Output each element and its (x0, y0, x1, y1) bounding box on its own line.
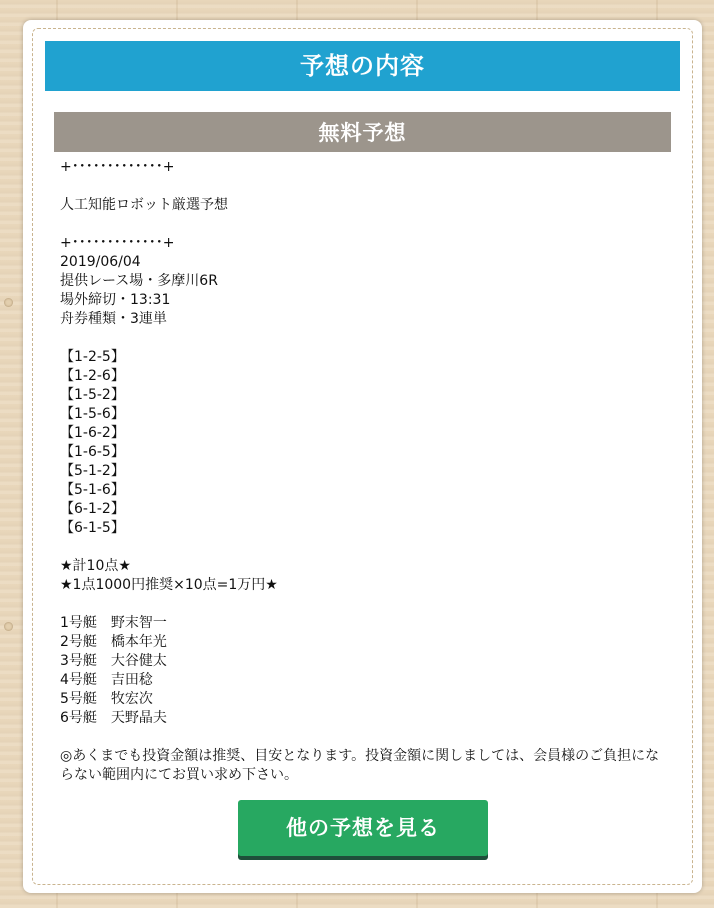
investment-note: ◎あくまでも投資金額は推奨、目安となります。投資金額に関しましては、会員様のご負担にならない範囲内にてお買い求め下さい。 (60, 748, 660, 783)
combination-item: 【1-2-6】 (60, 368, 125, 384)
content-line (60, 177, 672, 196)
racer-item: 4号艇 吉田稔 (60, 672, 153, 688)
content-line (60, 215, 672, 234)
combination-item: 【6-1-5】 (60, 520, 125, 536)
content-line: +･････････････+ (60, 235, 175, 251)
content-line (60, 538, 672, 557)
combination-item: 【5-1-6】 (60, 482, 125, 498)
left-nail-decoration (4, 622, 13, 631)
content-line: +･････････････+ (60, 159, 175, 175)
combination-item: 【5-1-2】 (60, 463, 125, 479)
recommended-amount: ★1点1000円推奨×10点=1万円★ (60, 577, 278, 593)
racer-item: 6号艇 天野晶夫 (60, 710, 167, 726)
combination-item: 【1-6-5】 (60, 444, 125, 460)
racer-item: 3号艇 大谷健太 (60, 653, 167, 669)
total-points: ★計10点★ (60, 558, 131, 574)
view-other-forecasts-button[interactable]: 他の予想を見る (238, 800, 488, 856)
combination-item: 【6-1-2】 (60, 501, 125, 517)
content-line (60, 595, 672, 614)
content-line (60, 329, 672, 348)
forecast-content (60, 158, 672, 785)
race-date: 2019/06/04 (60, 254, 141, 270)
combination-item: 【1-5-6】 (60, 406, 125, 422)
race-deadline: 場外締切・13:31 (60, 292, 171, 308)
race-venue: 提供レース場・多摩川6R (60, 273, 218, 289)
section-title: 無料予想 (54, 112, 671, 152)
combination-item: 【1-2-5】 (60, 349, 125, 365)
combination-item: 【1-5-2】 (60, 387, 125, 403)
racer-item: 5号艇 牧宏次 (60, 691, 153, 707)
left-nail-decoration (4, 298, 13, 307)
ticket-type: 舟券種類・3連単 (60, 311, 167, 327)
content-line (60, 728, 672, 747)
combination-item: 【1-6-2】 (60, 425, 125, 441)
content-line: 人工知能ロボット厳選予想 (60, 197, 228, 213)
page-title: 予想の内容 (45, 41, 680, 91)
racer-item: 2号艇 橋本年光 (60, 634, 167, 650)
racer-item: 1号艇 野末智一 (60, 615, 167, 631)
forecast-panel (23, 20, 702, 893)
